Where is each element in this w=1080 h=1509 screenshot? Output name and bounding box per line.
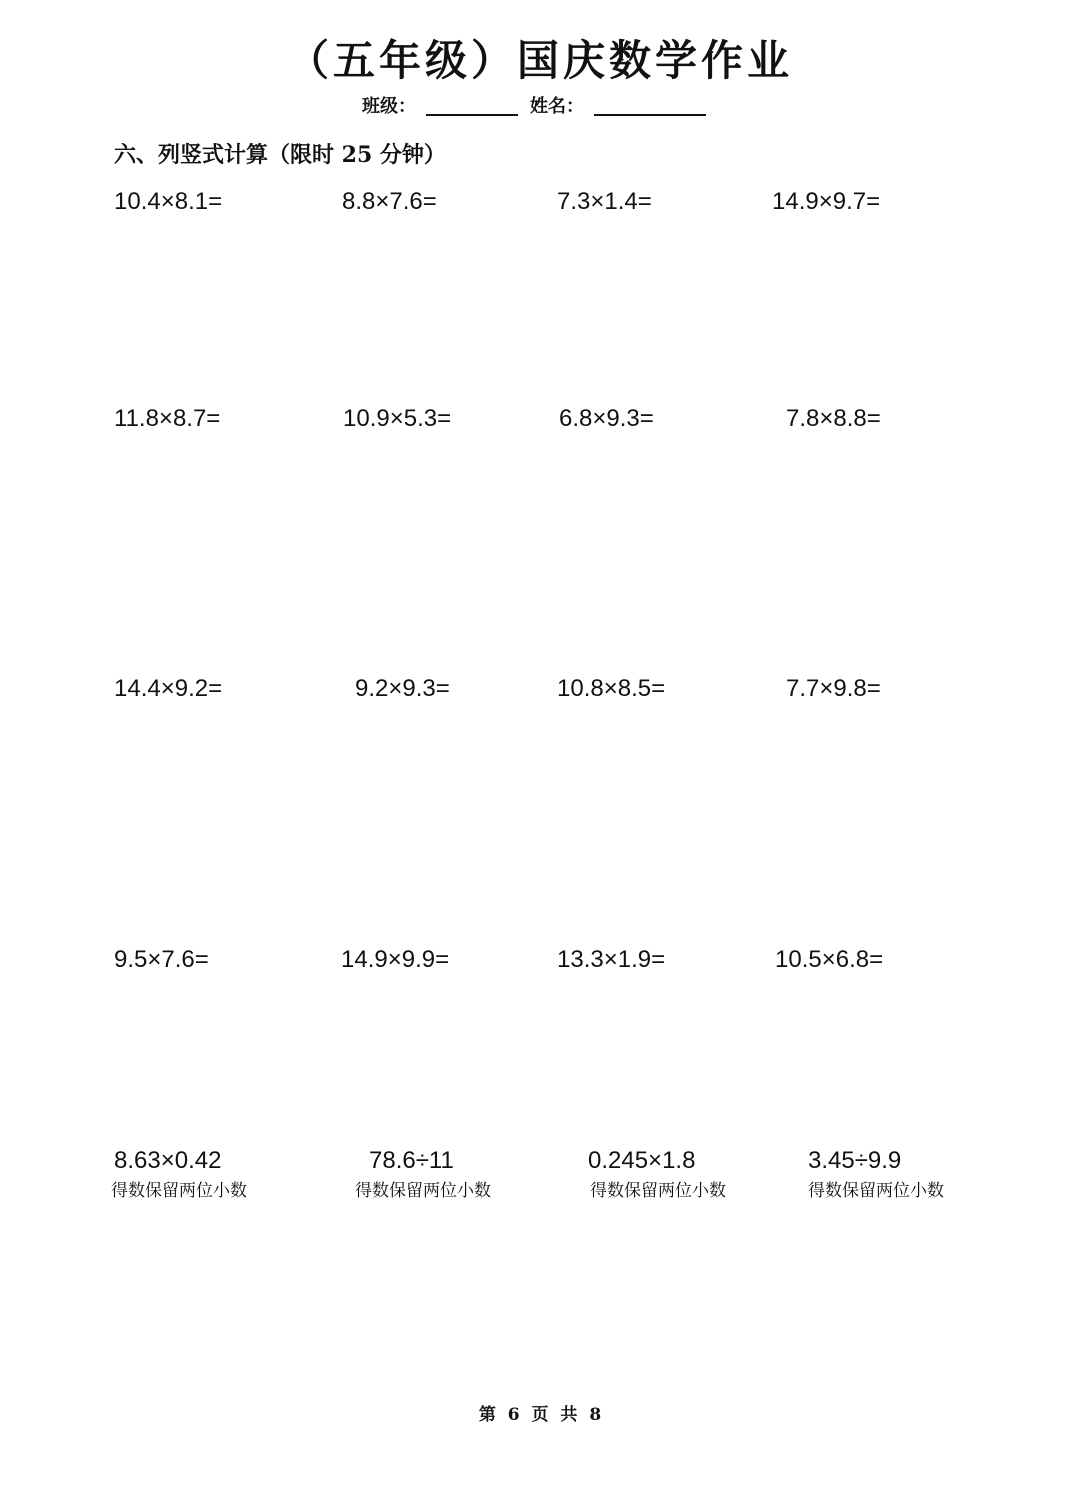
problem-1-1: 10.4×8.1=	[114, 188, 223, 215]
problem-3-1: 14.4×9.2=	[114, 675, 223, 702]
problem-1-2: 8.8×7.6=	[342, 188, 437, 215]
rounding-note-1: 得数保留两位小数	[111, 1181, 247, 1201]
page-title: （五年级）国庆数学作业	[286, 36, 793, 85]
section-title: 六、列竖式计算（限时 25 分钟）	[114, 142, 446, 168]
page-footer: 第 6 页 共 8	[478, 1405, 602, 1425]
problem-2-2: 10.9×5.3=	[343, 405, 452, 432]
rounding-note-2: 得数保留两位小数	[355, 1181, 491, 1201]
class-label: 班级：	[362, 96, 416, 117]
problem-5-4: 3.45÷9.9	[808, 1147, 902, 1174]
name-blank-line[interactable]	[594, 96, 706, 116]
student-info-line	[0, 92, 1080, 118]
problem-2-4: 7.8×8.8=	[786, 405, 881, 432]
class-blank-line[interactable]	[426, 96, 518, 116]
problem-5-3: 0.245×1.8	[588, 1147, 696, 1174]
problem-4-2: 14.9×9.9=	[341, 946, 450, 973]
problem-3-4: 7.7×9.8=	[786, 675, 881, 702]
problem-1-4: 14.9×9.7=	[772, 188, 881, 215]
problem-4-1: 9.5×7.6=	[114, 946, 209, 973]
rounding-note-4: 得数保留两位小数	[808, 1181, 944, 1201]
problem-4-3: 13.3×1.9=	[557, 946, 666, 973]
problem-2-3: 6.8×9.3=	[559, 405, 654, 432]
problem-3-3: 10.8×8.5=	[557, 675, 666, 702]
problem-3-2: 9.2×9.3=	[355, 675, 450, 702]
problem-5-1: 8.63×0.42	[114, 1147, 222, 1174]
problem-1-3: 7.3×1.4=	[557, 188, 652, 215]
rounding-note-3: 得数保留两位小数	[590, 1181, 726, 1201]
problem-4-4: 10.5×6.8=	[775, 946, 884, 973]
problem-2-1: 11.8×8.7=	[114, 405, 221, 432]
name-label: 姓名：	[530, 96, 584, 117]
problem-5-2: 78.6÷11	[369, 1147, 454, 1174]
